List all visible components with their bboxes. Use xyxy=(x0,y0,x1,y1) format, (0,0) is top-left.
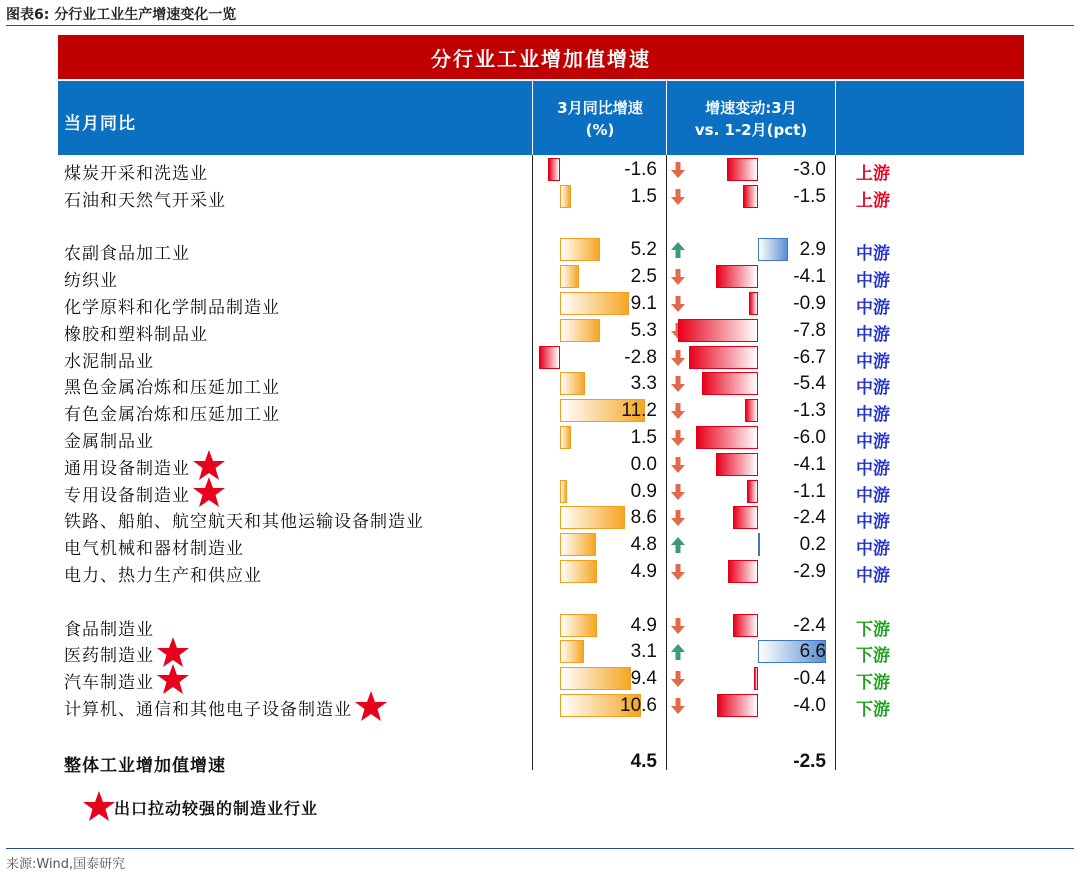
table-row xyxy=(0,345,1080,371)
table-row xyxy=(0,505,1080,531)
arrow-down-icon xyxy=(670,563,686,581)
export-star-icon xyxy=(354,690,388,722)
header-divider-3 xyxy=(835,81,836,155)
chain-category-label: 中游 xyxy=(856,298,890,318)
table-row xyxy=(0,157,1080,183)
table-row xyxy=(0,452,1080,478)
yoy-value: 10.6 xyxy=(620,695,657,716)
table-row xyxy=(0,479,1080,505)
change-value: -6.0 xyxy=(793,427,826,448)
export-star-icon xyxy=(192,476,226,508)
industry-name: 食品制造业 xyxy=(64,619,154,640)
yoy-value: 0.0 xyxy=(630,453,657,475)
chain-category-label: 中游 xyxy=(856,378,890,399)
arrow-down-icon xyxy=(670,697,686,715)
arrow-down-icon xyxy=(670,349,686,367)
chain-category-label: 中游 xyxy=(856,244,890,265)
yoy-value: 5.3 xyxy=(630,319,657,341)
arrow-up-icon xyxy=(670,643,686,661)
yoy-bar xyxy=(539,346,560,369)
chain-category-label: 下游 xyxy=(856,619,890,640)
table-row xyxy=(0,559,1080,585)
chain-category-label: 上游 xyxy=(856,190,890,211)
table-row xyxy=(0,398,1080,424)
table-row xyxy=(0,639,1080,665)
industry-name: 医药制造业 xyxy=(64,646,154,667)
arrow-down-icon xyxy=(670,268,686,286)
yoy-bar xyxy=(548,158,560,181)
yoy-value: -2.8 xyxy=(624,346,657,368)
chain-category-label: 中游 xyxy=(856,351,890,372)
yoy-value: 11.2 xyxy=(621,400,657,422)
total-change-value: -2.5 xyxy=(793,750,826,772)
yoy-value: 2.5 xyxy=(630,266,657,288)
change-value: -1.5 xyxy=(793,185,826,207)
yoy-value: 1.5 xyxy=(630,185,657,207)
industry-name: 煤炭开采和洗选业 xyxy=(64,164,208,184)
table-row xyxy=(0,184,1080,210)
yoy-value: 5.2 xyxy=(630,239,657,261)
arrow-down-icon xyxy=(670,295,686,313)
arrow-down-icon xyxy=(670,456,686,474)
yoy-value: -1.6 xyxy=(624,159,657,180)
industry-name: 纺织业 xyxy=(64,271,118,292)
table-row xyxy=(0,264,1080,290)
yoy-value: 9.4 xyxy=(630,668,657,690)
yoy-value: 9.1 xyxy=(630,293,657,314)
arrow-down-icon xyxy=(670,375,686,393)
header-row-label: 当月同比 xyxy=(64,114,136,134)
chain-category-label: 下游 xyxy=(856,646,890,667)
change-value: -2.4 xyxy=(793,507,826,529)
change-value: -1.3 xyxy=(793,400,826,422)
legend-star-icon xyxy=(82,790,116,822)
industry-name: 化学原料和化学制品制造业 xyxy=(64,298,280,318)
industry-name: 专用设备制造业 xyxy=(64,485,190,506)
change-value: -3.0 xyxy=(793,159,826,180)
arrow-down-icon xyxy=(670,161,686,179)
top-rule xyxy=(6,25,1074,26)
chain-category-label: 中游 xyxy=(856,458,890,479)
chain-category-label: 下游 xyxy=(856,700,890,720)
arrow-down-icon xyxy=(670,402,686,420)
industry-name: 农副食品加工业 xyxy=(64,244,190,265)
table-row xyxy=(0,371,1080,397)
change-value: -7.8 xyxy=(793,319,826,341)
chain-category-label: 中游 xyxy=(856,485,890,506)
industry-name: 水泥制品业 xyxy=(64,351,154,372)
table-banner-title: 分行业工业增加值增速 xyxy=(58,35,1024,79)
chain-category-label: 中游 xyxy=(856,512,890,533)
arrow-up-icon xyxy=(670,536,686,554)
header-col-change: 增速变动:3月 vs. 1-2月(pct) xyxy=(694,99,808,139)
arrow-down-icon xyxy=(670,483,686,501)
table-row xyxy=(0,237,1080,263)
total-name: 整体工业增加值增速 xyxy=(64,755,226,776)
table-row xyxy=(0,532,1080,558)
table-row xyxy=(0,425,1080,451)
change-value: 0.2 xyxy=(799,534,826,556)
table-row xyxy=(0,693,1080,719)
change-value: -2.9 xyxy=(793,561,826,582)
chain-category-label: 中游 xyxy=(856,324,890,345)
yoy-value: 0.9 xyxy=(630,480,657,502)
arrow-down-icon xyxy=(670,617,686,635)
table-row xyxy=(0,666,1080,692)
industry-name: 有色金属冶炼和压延加工业 xyxy=(64,405,280,426)
arrow-down-icon xyxy=(670,429,686,447)
industry-name: 电力、热力生产和供应业 xyxy=(64,566,262,586)
arrow-down-icon xyxy=(670,188,686,206)
change-value: -4.1 xyxy=(793,453,826,475)
chain-category-label: 上游 xyxy=(856,164,890,184)
chain-category-label: 中游 xyxy=(856,539,890,560)
industry-name: 汽车制造业 xyxy=(64,673,154,694)
table-row xyxy=(0,613,1080,639)
header-divider-2 xyxy=(666,81,667,155)
industry-name: 通用设备制造业 xyxy=(64,458,190,479)
industry-name: 计算机、通信和其他电子设备制造业 xyxy=(64,700,352,720)
source-note: 来源:Wind,国泰研究 xyxy=(6,857,126,872)
industry-name: 黑色金属冶炼和压延加工业 xyxy=(64,378,280,399)
change-value: -1.1 xyxy=(793,480,826,502)
change-value: -0.4 xyxy=(793,668,826,690)
yoy-value: 8.6 xyxy=(630,507,657,529)
arrow-up-icon xyxy=(670,241,686,259)
change-value: -2.4 xyxy=(793,614,826,636)
yoy-value: 4.8 xyxy=(630,534,657,556)
chain-category-label: 下游 xyxy=(856,673,890,694)
change-value: -4.1 xyxy=(793,266,826,288)
change-value: -5.4 xyxy=(793,373,826,395)
chain-category-label: 中游 xyxy=(856,271,890,292)
yoy-value: 4.9 xyxy=(630,614,657,636)
chain-category-label: 中游 xyxy=(856,566,890,586)
total-yoy-value: 4.5 xyxy=(630,750,657,772)
chain-category-label: 中游 xyxy=(856,405,890,426)
export-star-icon xyxy=(156,663,190,695)
bottom-rule xyxy=(6,848,1074,849)
yoy-value: 4.9 xyxy=(630,561,657,582)
change-value: 2.9 xyxy=(799,239,826,261)
figure-title: 图表6: 分行业工业生产增速变化一览 xyxy=(6,7,237,23)
change-value: 6.6 xyxy=(799,641,826,663)
header-divider-1 xyxy=(532,81,533,155)
legend-text: 出口拉动较强的制造业行业 xyxy=(114,799,319,818)
chain-category-label: 中游 xyxy=(856,432,890,452)
header-col-yoy: 3月同比增速 (%) xyxy=(557,99,643,139)
industry-name: 电气机械和器材制造业 xyxy=(64,539,244,560)
table-header xyxy=(58,81,1024,155)
yoy-value: 3.1 xyxy=(630,641,657,663)
table-row xyxy=(0,318,1080,344)
industry-name: 铁路、船舶、航空航天和其他运输设备制造业 xyxy=(64,512,424,533)
arrow-down-icon xyxy=(670,670,686,688)
arrow-down-icon xyxy=(670,509,686,527)
industry-name: 金属制品业 xyxy=(64,432,154,452)
change-value: -6.7 xyxy=(793,346,826,368)
industry-name: 橡胶和塑料制品业 xyxy=(64,324,208,345)
yoy-value: 1.5 xyxy=(630,427,657,448)
industry-name: 石油和天然气开采业 xyxy=(64,190,226,211)
total-row xyxy=(0,749,1080,775)
change-value: -0.9 xyxy=(793,293,826,314)
table-row xyxy=(0,291,1080,317)
change-value: -4.0 xyxy=(793,695,826,716)
yoy-value: 3.3 xyxy=(630,373,657,395)
